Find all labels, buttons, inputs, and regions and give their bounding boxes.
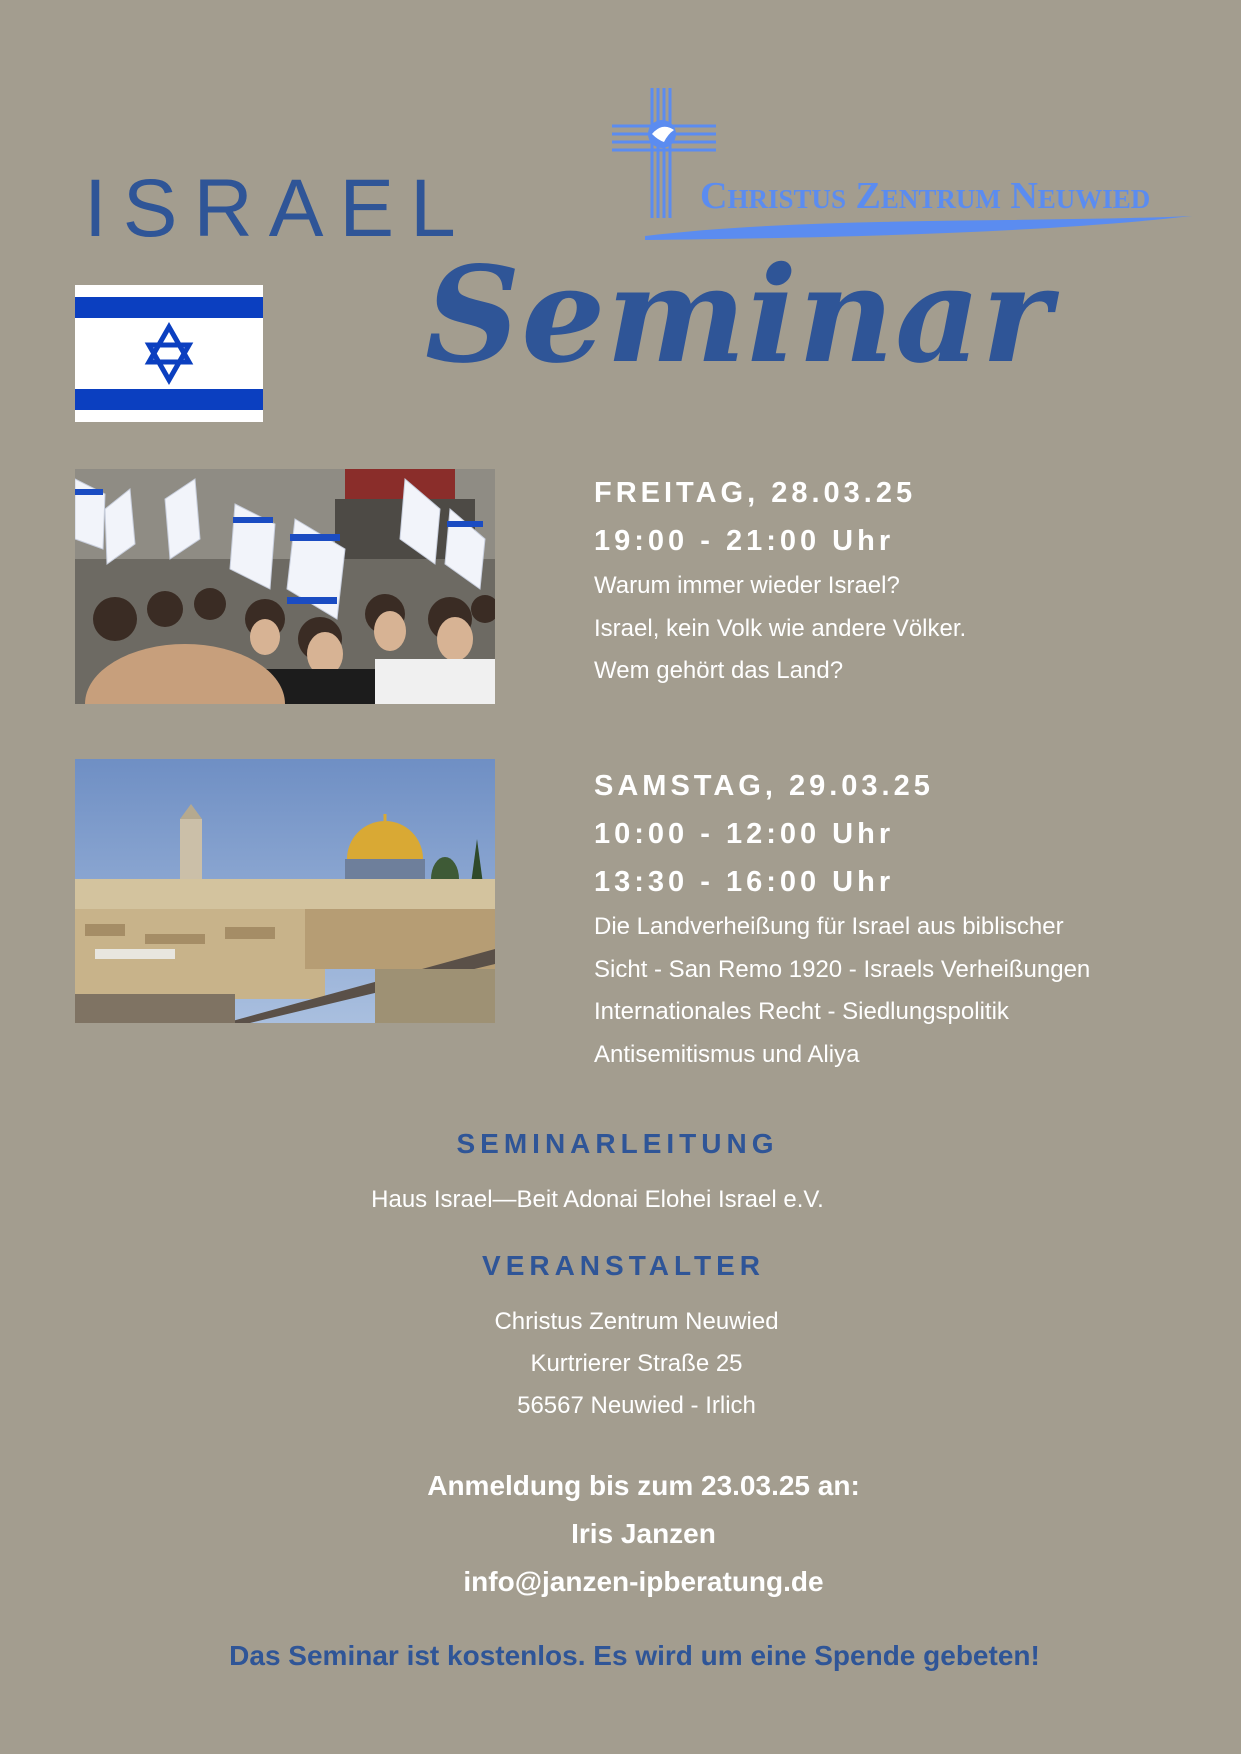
anmeldung-email-link[interactable]: info@janzen-ipberatung.de: [463, 1566, 824, 1597]
event-day: SAMSTAG, 29.03.25: [594, 770, 934, 802]
jerusalem-temple-mount-photo: [75, 759, 495, 1023]
event-topic: Die Landverheißung für Israel aus biblischer: [594, 913, 1064, 940]
event-topic: Israel, kein Volk wie andere Völker.: [594, 614, 967, 642]
veranstalter-section: [3, 1250, 1241, 1282]
donation-note: Das Seminar ist kostenlos. Es wird um eine Spende gebeten!: [229, 1640, 1040, 1671]
event-topic: Wem gehört das Land?: [594, 657, 844, 684]
seminar-heading: Seminar: [425, 238, 1053, 393]
christus-zentrum-logo: [612, 88, 1202, 253]
seminarleitung-title: SEMINARLEITUNG: [456, 1128, 779, 1159]
event-time: 13:30 - 16:00 Uhr: [594, 866, 895, 898]
event-topic: Sicht - San Remo 1920 - Israels Verheißungen: [594, 955, 1091, 983]
seminarleitung-name-wrap: [0, 1179, 1218, 1221]
event-saturday: [594, 762, 1090, 1076]
event-time: 10:00 - 12:00 Uhr: [594, 818, 895, 850]
anmeldung-contact-name: Iris Janzen: [571, 1518, 716, 1549]
event-day: FREITAG, 28.03.25: [594, 477, 917, 509]
address-line: Christus Zentrum Neuwied: [494, 1308, 779, 1335]
crowd-with-flags-photo: [75, 469, 495, 704]
event-time: 19:00 - 21:00 Uhr: [594, 525, 895, 557]
address-line: 56567 Neuwied - Irlich: [517, 1392, 756, 1419]
seminarleitung-name: Haus Israel—Beit Adonai Elohei Israel e.V.: [371, 1186, 824, 1213]
footer-note-wrap: [14, 1640, 1241, 1672]
logo-text: Christus Zentrum Neuwied: [700, 175, 1151, 217]
israel-heading: ISRAEL: [84, 163, 472, 254]
anmeldung-deadline: Anmeldung bis zum 23.03.25 an:: [427, 1470, 860, 1501]
address-line: Kurtrierer Straße 25: [530, 1350, 743, 1377]
event-topic: Antisemitismus und Aliya: [594, 1040, 860, 1068]
event-topic: Internationales Recht - Siedlungspolitik: [594, 998, 1009, 1025]
israel-flag-image: [75, 285, 263, 422]
event-topic: Warum immer wieder Israel?: [594, 572, 900, 599]
veranstalter-address: [16, 1301, 1241, 1427]
seminarleitung-section: [0, 1128, 1238, 1160]
event-friday: [594, 469, 966, 693]
anmeldung-block: [23, 1462, 1241, 1606]
veranstalter-title: VERANSTALTER: [482, 1250, 765, 1281]
